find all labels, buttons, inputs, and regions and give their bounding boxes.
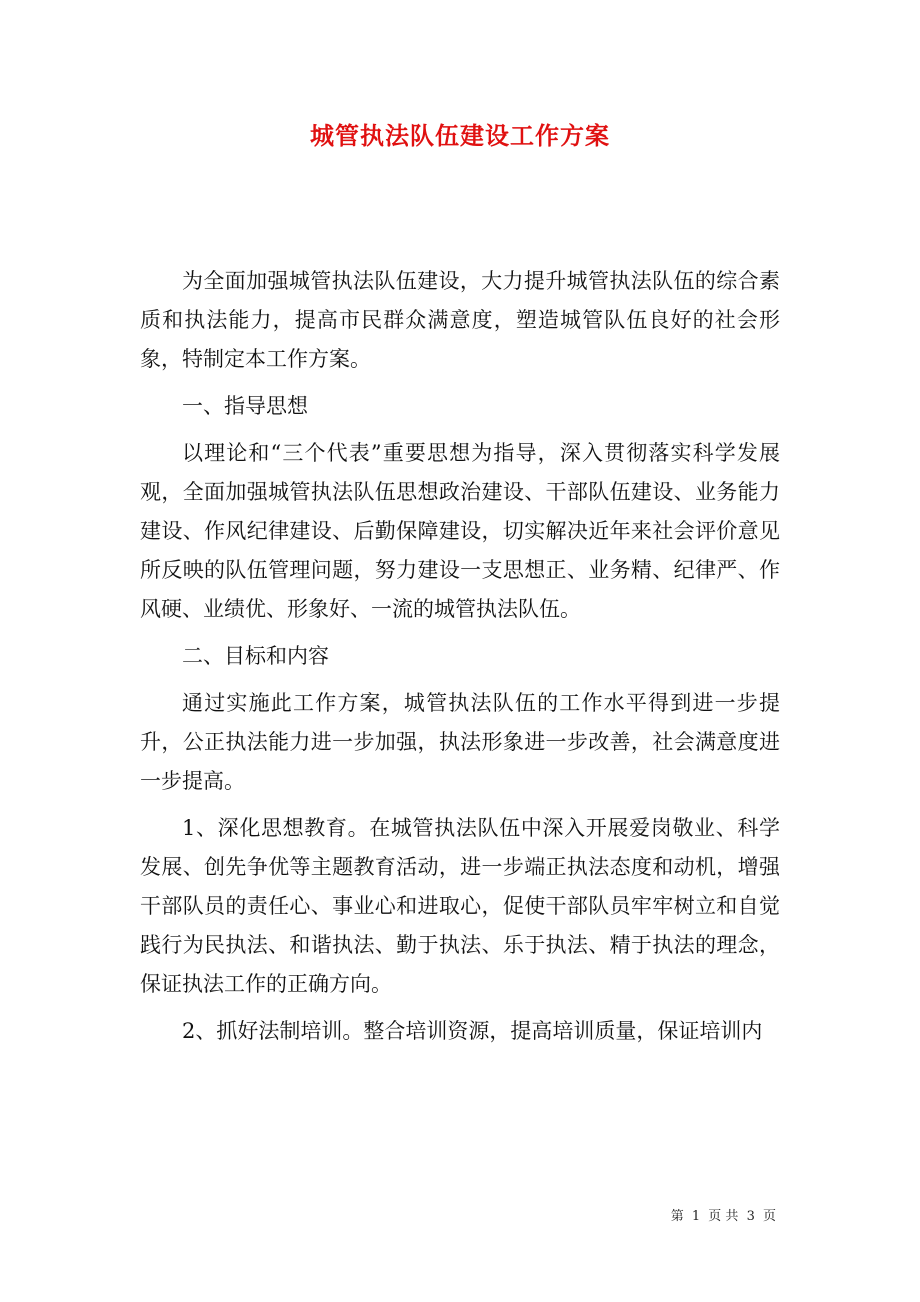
guiding-thought-paragraph: 以理论和“三个代表”重要思想为指导，深入贯彻落实科学发展观，全面加强城管执法队伍思想政治建设、干部队伍建设、业务能力建设、作风纪律建设、后勤保障建设，切实解决近年来社会评价意见所反映的队伍管理问题，努力建设一支思想正、业务精、纪律严、作风硬、业绩优、形象好、一流的城管执法队伍。 bbox=[140, 441, 780, 621]
footer-middle: 页 共 bbox=[708, 1209, 739, 1224]
page-number-footer bbox=[671, 1208, 780, 1226]
footer-total-pages: 3 bbox=[746, 1209, 755, 1224]
document-body bbox=[140, 262, 780, 1051]
goals-paragraph: 通过实施此工作方案，城管执法队伍的工作水平得到进一步提升，公正执法能力进一步加强，执法形象进一步改善，社会满意度进一步提高。 bbox=[140, 691, 780, 793]
section-heading-guiding-thought: 一、指导思想 bbox=[182, 394, 308, 418]
item-1-paragraph: 1、深化思想教育。在城管执法队伍中深入开展爱岗敬业、科学发展、创先争优等主题教育活动，进一步端正执法态度和动机，增强干部队员的责任心、事业心和进取心，促使干部队员牢牢树立和自觉践行为民执法、和谐执法、勤于执法、乐于执法、精于执法的理念，保证执法工作的正确方向。 bbox=[140, 816, 780, 996]
section-heading-goals: 二、目标和内容 bbox=[182, 644, 329, 668]
footer-prefix: 第 bbox=[670, 1209, 684, 1224]
footer-current-page: 1 bbox=[691, 1209, 701, 1224]
intro-paragraph: 为全面加强城管执法队伍建设，大力提升城管执法队伍的综合素质和执法能力，提高市民群众满意度，塑造城管队伍良好的社会形象，特制定本工作方案。 bbox=[140, 269, 780, 371]
document-title: 城管执法队伍建设工作方案 bbox=[310, 121, 610, 150]
item-2-paragraph: 2、抓好法制培训。整合培训资源，提高培训质量，保证培训内 bbox=[182, 1019, 763, 1043]
footer-suffix: 页 bbox=[762, 1209, 776, 1224]
